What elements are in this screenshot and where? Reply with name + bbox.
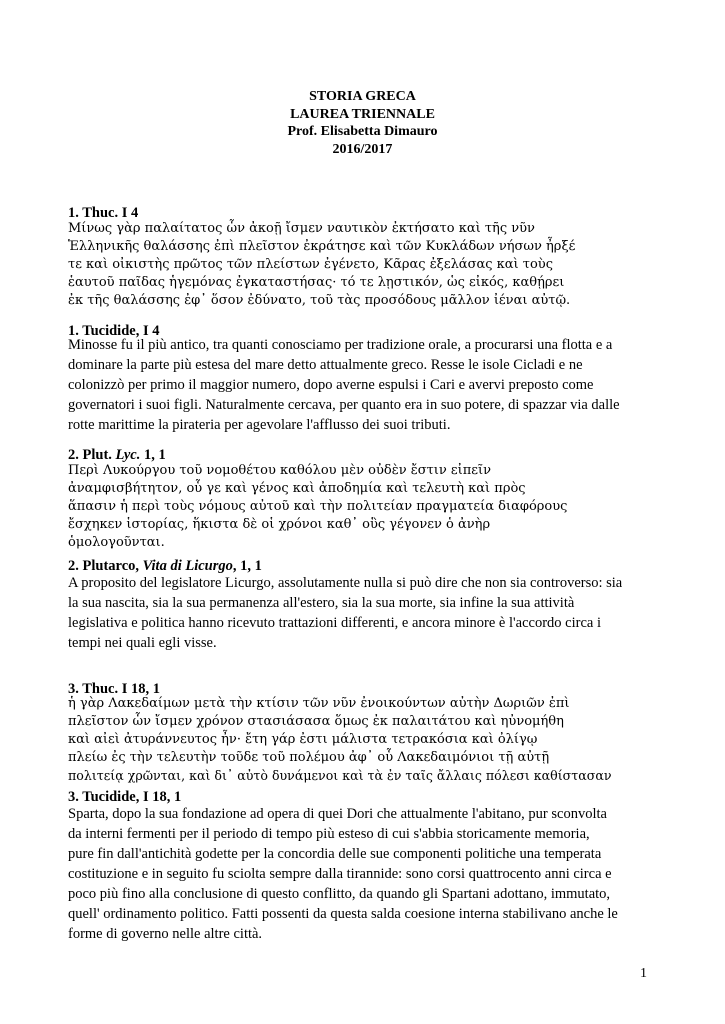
text-line: Sparta, dopo la sua fondazione ad opera di quei Dori che attualmente l'abitano, pur sconvolta xyxy=(68,806,607,822)
greek-line: Ἑλληνικῆς θαλάσσης ἐπὶ πλεῖστον ἐκράτησε καὶ τῶν Κυκλάδων νήσων ἦρξέ xyxy=(68,239,576,254)
page-number: 1 xyxy=(640,966,647,981)
text-line: colonizzò per primo il maggior numero, dopo averne espulsi i Cari e avervi preposto come xyxy=(68,377,594,393)
text-line: costituzione e in seguito fu sciolta sempre dalla tirannide: sono corsi quattrocento anni circa e xyxy=(68,866,612,882)
section-title-tucidide-i-4: 1. Tucidide, I 4 xyxy=(68,323,160,339)
greek-line: ἡ γὰρ Λακεδαίμων μετὰ τὴν κτίσιν τῶν νῦν ἐνοικούντων αὐτὴν Δωριῶν ἐπὶ xyxy=(68,696,570,711)
text-line: poco più fino alla conclusione di questo conflitto, da quando gli Spartani adottano, immutato, xyxy=(68,886,611,902)
section-title-italic: Lyc. xyxy=(115,447,141,463)
greek-line: πλείω ἐς τὴν τελευτὴν τοῦδε τοῦ πολέμου ἀφ᾽ οὗ Λακεδαιμόνιοι τῇ αὐτῇ xyxy=(68,750,550,765)
italian-text-tucidide-i-18-1 xyxy=(68,804,658,944)
greek-line: ἐκ τῆς θαλάσσης ἐφ᾽ ὅσον ἐδύνατο, τοῦ τὰς προσόδους μᾶλλον ἰέναι αὐτῷ. xyxy=(68,293,571,308)
text-line: tempi nei quali egli visse. xyxy=(68,635,217,651)
italian-text-plutarco-licurgo xyxy=(68,573,658,653)
section-title-suffix: 1, 1 xyxy=(140,447,166,463)
greek-line: ἀναμφισβήτητον, οὗ γε καὶ γένος καὶ ἀποδημία καὶ τελευτὴ καὶ πρὸς xyxy=(68,481,526,496)
text-line: da interni fermenti per il periodo di tempo più esteso di cui s'abbia storicamente memoria, xyxy=(68,826,590,842)
greek-line: πλεῖστον ὧν ἴσμεν χρόνον στασιάσασα ὅμως ἐκ παλαιτάτου καὶ ηὐνομήθη xyxy=(68,714,564,729)
italian-text-tucidide-i-4 xyxy=(68,335,658,435)
text-line: A proposito del legislatore Licurgo, assolutamente nulla si può dire che non sia controverso: sia xyxy=(68,575,623,591)
text-line: forme di governo nelle altre città. xyxy=(68,926,263,942)
greek-line: πολιτείᾳ χρῶνται, καὶ δι᾽ αὐτὸ δυνάμενοι καὶ τὰ ἐν ταῖς ἄλλαις πόλεσι καθίστασαν xyxy=(68,768,612,783)
section-title-italic: Vita di Licurgo xyxy=(142,558,233,574)
text-line: Minosse fu il più antico, tra quanti conosciamo per tradizione orale, a procurarsi una flotta e a xyxy=(68,337,613,353)
greek-line: τε καὶ οἰκιστὴς πρῶτος τῶν πλείστων ἐγένετο, Κᾶρας ἐξελάσας καὶ τοὺς xyxy=(68,257,553,272)
section-title-suffix: , 1, 1 xyxy=(232,558,262,574)
greek-line: ἔσχηκεν ἱστορίας, ἥκιστα δὲ οἱ χρόνοι καθ᾽ οὓς γέγονεν ὁ ἀνὴρ xyxy=(68,517,491,532)
greek-line: ἑαυτοῦ παῖδας ἡγεμόνας ἐγκαταστήσας· τό τε λῃστικόν, ὡς εἰκός, καθῄρει xyxy=(68,275,565,290)
header-professor: Prof. Elisabetta Dimauro xyxy=(287,124,438,139)
greek-line: ὁμολογοῦνται. xyxy=(68,535,165,550)
text-line: governatori i suoi figli. Naturalmente cercava, per quanto era in suo potere, di spazzar via dalle xyxy=(68,397,620,413)
greek-line: ἅπασιν ἡ περὶ τοὺς νόμους αὐτοῦ καὶ τὴν πολιτείαν πραγματεία διαφόρους xyxy=(68,499,568,514)
section-title-text: 1. Thuc. I 4 xyxy=(68,205,139,221)
section-title-prefix: 2. Plut. xyxy=(68,447,116,463)
greek-text-plut-lyc xyxy=(68,462,668,552)
section-title-tucidide-i-18-1: 3. Tucidide, I 18, 1 xyxy=(68,789,182,805)
section-title-prefix: 2. Plutarco, xyxy=(68,558,143,574)
text-line: la sua nascita, sia la sua permanenza all'estero, sia la sua morte, sia infine la sua attività xyxy=(68,595,575,611)
text-line: legislativa e politica hanno ricevuto trattazioni differenti, e ancora minore è l'accordo circa i xyxy=(68,615,601,631)
greek-text-thuc-i-4 xyxy=(68,220,668,310)
section-title-text: 3. Thuc. I 18, 1 xyxy=(68,681,160,697)
text-line: dominare la parte più estesa del mare detto attualmente greco. Resse le isole Cicladi e ne xyxy=(68,357,583,373)
header-year: 2016/2017 xyxy=(332,141,393,157)
greek-line: Περὶ Λυκούργου τοῦ νομοθέτου καθόλου μὲν οὐδὲν ἔστιν εἰπεῖν xyxy=(68,463,492,478)
header-degree: LAUREA TRIENNALE xyxy=(290,106,435,122)
greek-line: καὶ αἰεὶ ἀτυράννευτος ἦν· ἔτη γάρ ἐστι μάλιστα τετρακόσια καὶ ὀλίγῳ xyxy=(68,732,538,747)
document-header xyxy=(0,88,725,158)
greek-line: Μίνως γὰρ παλαίτατος ὧν ἀκοῇ ἴσμεν ναυτικὸν ἐκτήσατο καὶ τῆς νῦν xyxy=(68,221,535,236)
text-line: pure fin dall'antichità godette per la concordia delle sue componenti politiche una temperata xyxy=(68,846,602,862)
text-line: quell' ordinamento politico. Fatti possenti da questa salda coesione interna stabilivano anche le xyxy=(68,906,618,922)
greek-text-thuc-i-18-1 xyxy=(68,695,668,785)
text-line: rotte marittime la pirateria per agevolare l'afflusso dei suoi tributi. xyxy=(68,417,451,433)
header-course: STORIA GRECA xyxy=(309,89,416,104)
